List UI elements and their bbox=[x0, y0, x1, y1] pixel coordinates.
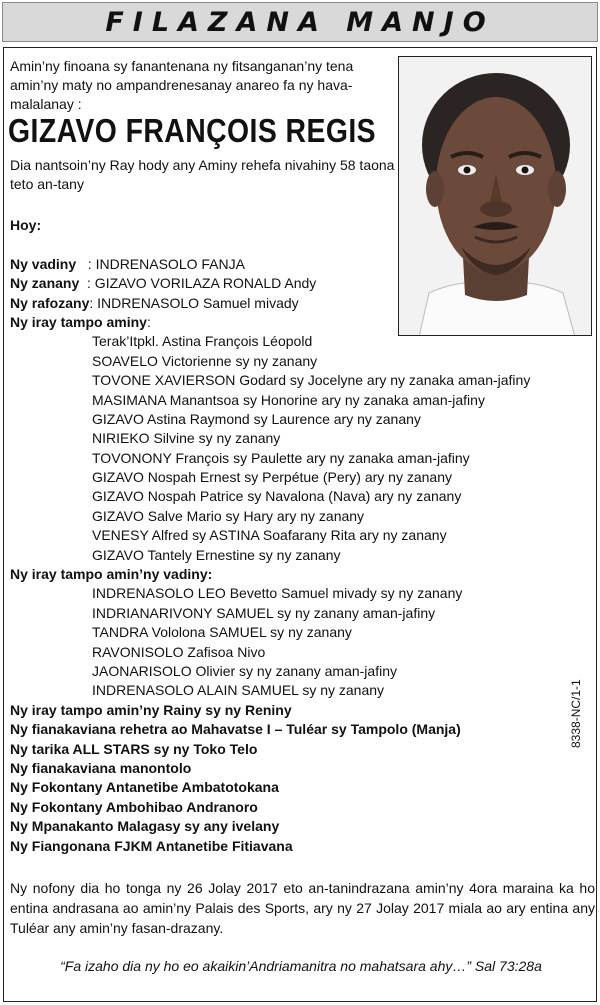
father-in-law-row bbox=[10, 294, 595, 313]
intro-text: Amin’ny finoana sy fanantenana ny fitsanganan’ny tena amin’ny maty no ampandrenesanay anareo fa ny hava-malalanay : bbox=[10, 58, 354, 112]
relative-item: NIRIEKO Silvine sy ny zanany bbox=[92, 430, 281, 447]
relatives-heading bbox=[10, 313, 595, 332]
father-in-law-label: Ny rafozany bbox=[10, 294, 90, 311]
relative-item: GIZAVO Tantely Ernestine sy ny zanany bbox=[92, 546, 341, 563]
other-mourner: Ny Fokontany Antanetibe Ambatotokana bbox=[10, 779, 279, 796]
relatives-colon: : bbox=[146, 313, 151, 330]
widow-relative-item: INDRENASOLO LEO Bevetto Samuel mivady sy ny zanany bbox=[92, 585, 463, 602]
relative-item: Terak’Itpkl. Astina François Léopold bbox=[92, 333, 313, 350]
child-label: Ny zanany bbox=[10, 275, 80, 292]
other-mourner: Ny Mpanakanto Malagasy sy any ivelany bbox=[10, 818, 280, 835]
child-row bbox=[10, 274, 595, 293]
relative-item: GIZAVO Astina Raymond sy Laurence ary ny zanany bbox=[92, 410, 421, 427]
other-mourner: Ny fianakaviana manontolo bbox=[10, 759, 192, 776]
widow-relative-item: INDRENASOLO ALAIN SAMUEL sy ny zanany bbox=[92, 682, 385, 699]
other-mourner: Ny Fokontany Ambohibao Andranoro bbox=[10, 798, 258, 815]
relative-item: GIZAVO Salve Mario sy Hary ary ny zanany bbox=[92, 507, 365, 524]
widow-relative-item: RAVONISOLO Zafisoa Nivo bbox=[92, 643, 266, 660]
hoy-label: Hoy: bbox=[10, 217, 42, 233]
child-value: : GIZAVO VORILAZA RONALD Andy bbox=[79, 275, 317, 292]
bible-quote: “Fa izaho dia ny ho eo akaikin’Andriamanitra no mahatsara ahy…” Sal 73:28a bbox=[60, 958, 542, 974]
relative-item: TOVONE XAVIERSON Godard sy Jocelyne ary ny zanaka aman-jafiny bbox=[92, 372, 531, 389]
burial-notice: Ny nofony dia ho tonga ny 26 Jolay 2017 eto an-tanindrazana amin’ny 4ora maraina ka ho entina andrasana ao amin’ny Palais des Sports, ary ny 27 Jolay 2017 miala ao ary entina any Tuléar any amin’ny fasan-drazany. bbox=[10, 880, 595, 936]
obituary-frame bbox=[3, 47, 597, 1002]
other-mourner: Ny Fiangonana FJKM Antanetibe Fitiavana bbox=[10, 837, 293, 854]
death-notice: Dia nantsoin’ny Ray hody any Aminy rehefa nivahiny 58 taona teto an-tany bbox=[10, 157, 395, 192]
deceased-name: GIZAVO FRANÇOIS REGIS bbox=[8, 112, 377, 149]
header-banner bbox=[2, 2, 598, 42]
relatives-label: Ny iray tampo aminy bbox=[10, 313, 147, 330]
relative-item: GIZAVO Nospah Ernest sy Perpétue (Pery) ary ny zanany bbox=[92, 469, 453, 486]
relative-item: MASIMANA Manantsoa sy Honorine ary ny zanaka aman-jafiny bbox=[92, 391, 485, 408]
relative-item: SOAVELO Victorienne sy ny zanany bbox=[92, 352, 318, 369]
widow-relatives-heading: Ny iray tampo amin’ny vadiny: bbox=[10, 566, 213, 583]
relative-item: TOVONONY François sy Paulette ary ny zanaka aman-jafiny bbox=[92, 449, 470, 466]
widow-row bbox=[10, 255, 595, 274]
widow-value: : INDRENASOLO FANJA bbox=[76, 255, 245, 272]
relative-item: VENESY Alfred sy ASTINA Soafarany Rita ary ny zanany bbox=[92, 527, 447, 544]
family-list bbox=[10, 216, 595, 856]
reference-code: 8338-NC/1-1 bbox=[569, 679, 583, 748]
widow-relative-item: JAONARISOLO Olivier sy ny zanany aman-jafiny bbox=[92, 662, 397, 679]
widow-relative-item: INDRIANARIVONY SAMUEL sy ny zanany aman-jafiny bbox=[92, 604, 436, 621]
father-in-law-value: : INDRENASOLO Samuel mivady bbox=[89, 294, 299, 311]
widow-relative-item: TANDRA Vololona SAMUEL sy ny zanany bbox=[92, 624, 352, 641]
other-mourner: Ny iray tampo amin’ny Rainy sy ny Reniny bbox=[10, 701, 292, 718]
header-title: FILAZANA MANJO bbox=[105, 6, 495, 38]
other-mourner: Ny fianakaviana rehetra ao Mahavatse I – Tuléar sy Tampolo (Manja) bbox=[10, 721, 461, 738]
other-mourner: Ny tarika ALL STARS sy ny Toko Telo bbox=[10, 740, 258, 757]
relative-item: GIZAVO Nospah Patrice sy Navalona (Nava) ary ny zanany bbox=[92, 488, 462, 505]
widow-label: Ny vadiny bbox=[10, 255, 77, 272]
